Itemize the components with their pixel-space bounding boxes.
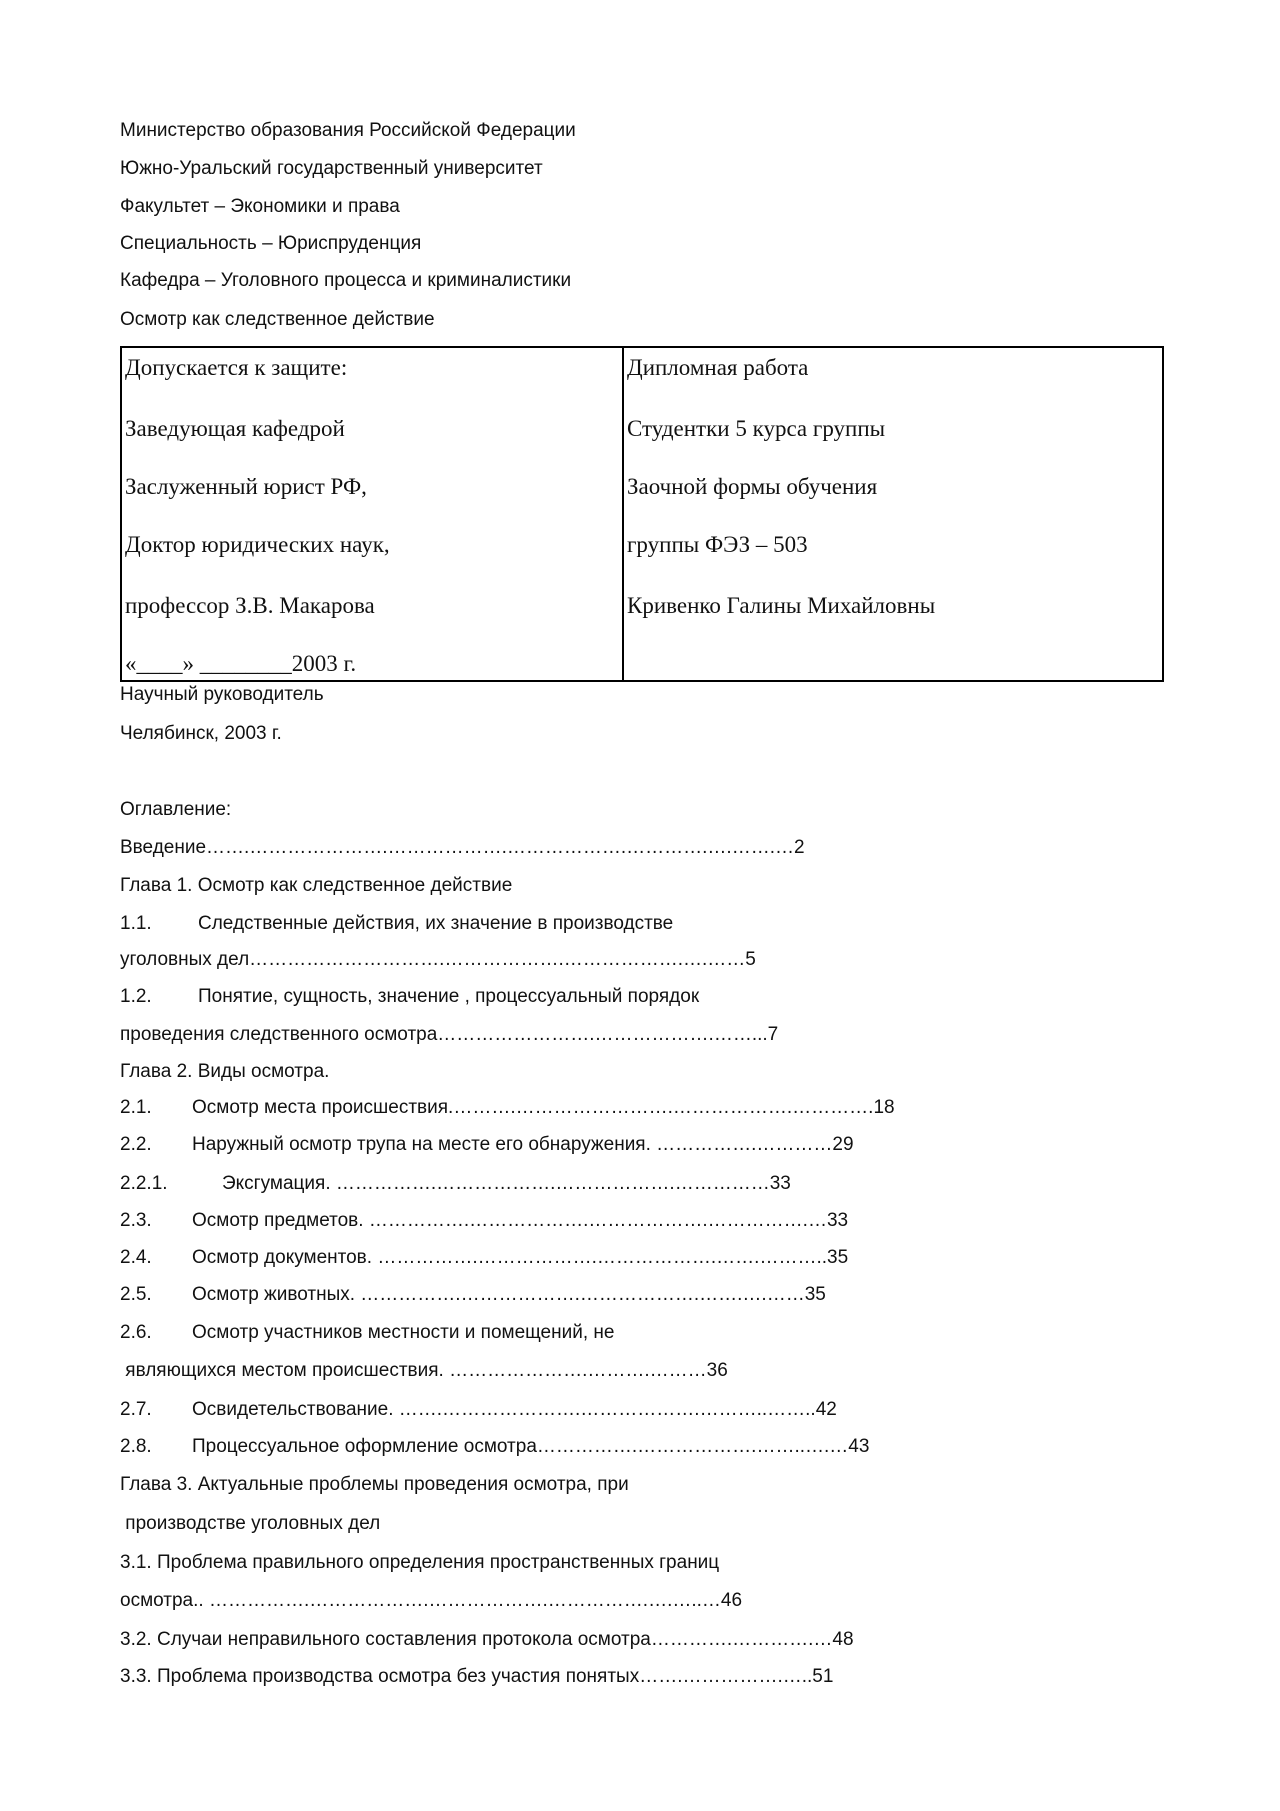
toc-number: 1.2. — [120, 986, 152, 1007]
approval-date-line: «____» ________2003 г. — [125, 651, 357, 676]
toc-entry-2-6-cont: являющихся местом происшествия. ………………….……….………36 — [120, 1360, 728, 1381]
toc-entry-3-1: 3.1. Проблема правильного определения пространственных границ — [120, 1552, 720, 1573]
approval-right-line: Дипломная работа — [627, 355, 809, 380]
approval-right-line: Заочной формы обучения — [627, 474, 878, 499]
toc-entry-2-6: Осмотр участников местности и помещений, не — [192, 1322, 615, 1343]
toc-number: 2.2. — [120, 1134, 152, 1155]
city-year-line: Челябинск, 2003 г. — [120, 723, 282, 744]
topic-line: Осмотр как следственное действие — [120, 309, 435, 330]
toc-entry-2-2: Наружный осмотр трупа на месте его обнаружения. …………….…………29 — [192, 1134, 854, 1155]
toc-entry-3-3: 3.3. Проблема производства осмотра без участия понятых…….…………….…..51 — [120, 1666, 834, 1687]
toc-entry-2-2-1: Эксгумация. …………….……………….……………….……………33 — [222, 1173, 791, 1194]
toc-number: 2.7. — [120, 1399, 152, 1420]
toc-number: 2.1. — [120, 1097, 152, 1118]
toc-entry-1-1-cont: уголовных дел………………………….……………….……………….….……5 — [120, 949, 756, 970]
toc-number: 2.5. — [120, 1284, 152, 1305]
toc-number: 2.6. — [120, 1322, 152, 1343]
toc-entry-2-5: Осмотр животных. …………….……………….……………….…….….……35 — [192, 1284, 826, 1305]
specialty-line: Специальность – Юриспруденция — [120, 233, 422, 254]
toc-entry-2-8: Процессуальное оформление осмотра…………….……………….……..….…43 — [192, 1436, 870, 1457]
ministry-line: Министерство образования Российской Федерации — [120, 120, 576, 141]
approval-right-line: Кривенко Галины Михайловны — [627, 593, 936, 618]
toc-chapter-3-cont: производстве уголовных дел — [120, 1513, 381, 1534]
advisor-line: Научный руководитель — [120, 684, 324, 705]
toc-entry-3-2: 3.2. Случаи неправильного составления протокола осмотра………….………….…48 — [120, 1629, 854, 1650]
faculty-line: Факультет – Экономики и права — [120, 196, 400, 217]
toc-number: 1.1. — [120, 913, 152, 934]
toc-chapter-3: Глава 3. Актуальные проблемы проведения осмотра, при — [120, 1474, 629, 1495]
toc-chapter-2: Глава 2. Виды осмотра. — [120, 1061, 330, 1082]
approval-left-line: профессор З.В. Макарова — [125, 593, 375, 618]
approval-left-line: Заслуженный юрист РФ, — [125, 474, 367, 499]
approval-left-line: Допускается к защите: — [125, 355, 348, 380]
department-line: Кафедра – Уголовного процесса и криминалистики — [120, 270, 572, 291]
approval-right-line: Студентки 5 курса группы — [627, 416, 886, 441]
toc-number: 2.3. — [120, 1210, 152, 1231]
toc-entry-3-1-cont: осмотра.. …………….……………….……………….…………….….…..…46 — [120, 1590, 743, 1611]
toc-number: 2.4. — [120, 1247, 152, 1268]
approval-table — [120, 346, 1164, 682]
approval-left-line: Доктор юридических наук, — [125, 532, 390, 557]
toc-entry-1-2: Понятие, сущность, значение , процессуальный порядок — [198, 986, 700, 1007]
toc-entry-2-3: Осмотр предметов. …………….……………….……………….…………….…33 — [192, 1210, 849, 1231]
toc-entry-1-2-cont: проведения следственного осмотра…………………….……………….……...7 — [120, 1024, 779, 1045]
toc-title: Оглавление: — [120, 799, 232, 820]
toc-entry-intro: Введение…….………………….……………….……………….………….….…….…2 — [120, 837, 805, 858]
toc-entry-2-4: Осмотр документов. …………….……………….……………….…….………..35 — [192, 1247, 849, 1268]
toc-chapter-1: Глава 1. Осмотр как следственное действие — [120, 875, 513, 896]
toc-number: 2.2.1. — [120, 1173, 168, 1194]
university-line: Южно-Уральский государственный университет — [120, 158, 543, 179]
approval-cell-right — [623, 347, 1163, 681]
approval-right-line: группы ФЭЗ – 503 — [627, 532, 808, 557]
approval-left-line: Заведующая кафедрой — [125, 416, 345, 441]
toc-number: 2.8. — [120, 1436, 152, 1457]
approval-cell-left — [121, 347, 623, 681]
toc-entry-1-1: Следственные действия, их значение в производстве — [198, 913, 674, 934]
toc-entry-2-7: Освидетельствование. …….………………….……………….………..……..42 — [192, 1399, 837, 1420]
toc-entry-2-1: Осмотр места происшествия.……….…………………….……………….………….18 — [192, 1097, 895, 1118]
